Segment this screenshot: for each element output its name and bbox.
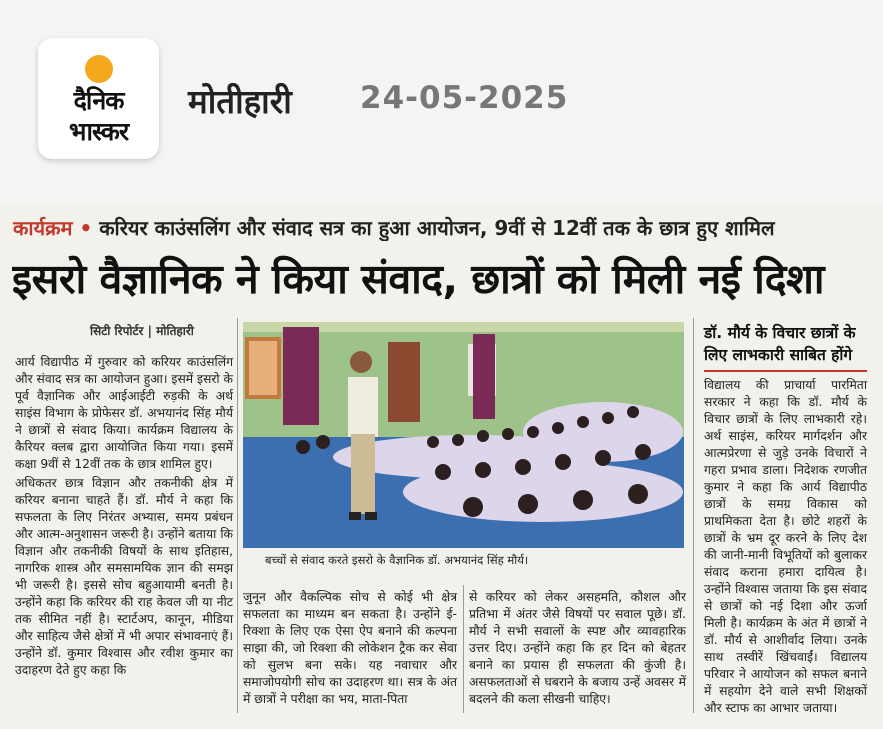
article-headline: इसरो वैज्ञानिक ने किया संवाद, छात्रों को मिली नई दिशा <box>12 255 825 303</box>
photo-caption: बच्चों से संवाद करते इसरो के वैज्ञानिक डॉ. अभयानंद सिंह मौर्य। <box>265 553 529 567</box>
byline: सिटी रिपोर्टर | मोतिहारी <box>90 324 194 338</box>
article-photo <box>243 322 684 548</box>
article-column-3 <box>469 589 686 710</box>
article-column-1 <box>15 354 233 681</box>
logo-text-line2: भास्कर <box>68 117 129 146</box>
article-kicker <box>13 214 875 241</box>
column-divider <box>693 318 694 713</box>
edition-date: 24-05-2025 <box>360 80 569 116</box>
sidebar-divider <box>704 370 867 372</box>
sidebar-headline: डॉ. मौर्य के विचार छात्रों के लिए लाभकारी साबित होंगे <box>704 324 856 364</box>
column-divider <box>237 318 238 713</box>
newspaper-logo <box>38 38 159 159</box>
article-column-2 <box>243 589 457 710</box>
paragraph: अधिकतर छात्र विज्ञान और तकनीकी क्षेत्र में करियर बनाना चाहते हैं। डॉ. मौर्य ने कहा कि सफलता के लिए निरंतर अभ्यास, समय प्रबंधन और आत्म-अनुशासन जरूरी है। उन्होंने बताया कि विज्ञान और तकनीकी विषयों के साथ इतिहास, नागरिक शास्त्र और समसामयिक ज्ञान की समझ भी जरूरी है। इससे सोच बहुआयामी बनती है। उन्होंने कहा कि करियर की राह केवल जी या नीट तक सीमित नहीं है। स्टार्टअप, कानून, मीडिया और साहित्य जैसे क्षेत्रों में भी अपार संभावनाएं हैं। उन्होंने डॉ. कुमार विश्वास और रवीश कुमार का उदाहरण देते हुए कहा कि <box>15 476 233 677</box>
kicker-text: करियर काउंसलिंग और संवाद सत्र का हुआ आयोजन, 9वीं से 12वीं तक के छात्र हुए शामिल <box>99 216 775 240</box>
column-divider <box>463 585 464 713</box>
paragraph: से करियर को लेकर असहमति, कौशल और प्रतिभा में अंतर जैसे विषयों पर सवाल पूछे। डॉ. मौर्य ने सभी सवालों के स्पष्ट और व्यावहारिक उत्तर दिए। उन्होंने कहा कि हर दिन को बेहतर बनाने का प्रयास ही सफलता की कुंजी है। असफलताओं से घबराने के बजाय उन्हें अवसर में बदलने की कला सीखनी चाहिए। <box>469 590 686 706</box>
paragraph: आर्य विद्यापीठ में गुरुवार को करियर काउंसलिंग और संवाद सत्र का आयोजन हुआ। इसमें इसरो के पूर्व वैज्ञानिक और आईआईटी रुड़की के अर्थ साइंस विभाग के प्रोफेसर डॉ. अभयानंद सिंह मौर्य ने छात्रों से संवाद किया। कार्यक्रम विद्यालय के कैरियर क्लब द्वारा आयोजित किया गया। इसमें कक्षा 9वीं से 12वीं तक के छात्र शामिल हुए। <box>15 355 233 471</box>
bullet-icon: • <box>79 216 100 240</box>
sidebar-column <box>704 377 867 719</box>
paragraph: विद्यालय की प्राचार्या पारमिता सरकार ने कहा कि डॉ. मौर्य के विचार छात्रों के लिए लाभकारी रहे। अर्थ साइंस, करियर मार्गदर्शन और आत्मप्रेरणा से जुड़े उनके विचारों ने गहरा प्रभाव डाला। निदेशक रणजीत कुमार ने कहा कि आर्य विद्यापीठ छात्रों के समग्र विकास को प्राथमिकता देता है। छोटे शहरों के छात्रों के भ्रम दूर करने के लिए देश की जानी-मानी विभूतियों को बुलाकर संवाद कराना हमारा दायित्व है। उन्होंने विश्वास जताया कि इस संवाद से छात्रों को नई दिशा और ऊर्जा मिली है। कार्यक्रम के अंत में छात्रों ने डॉ. मौर्य से आशीर्वाद लिया। उनके साथ तस्वीरें खिंचवाईं। विद्यालय परिवार ने आयोजन को सफल बनाने में सहयोग देने वाले सभी शिक्षकों और स्टाफ का आभार जताया। <box>704 378 867 715</box>
edition-name: मोतीहारी <box>188 82 292 121</box>
sun-icon <box>85 55 113 83</box>
paragraph: जुनून और वैकल्पिक सोच से कोई भी क्षेत्र सफलता का माध्यम बन सकता है। उन्होंने ई-रिक्शा के लिए एक ऐसा ऐप बनाने की कल्पना साझा की, जो रिक्शा की लोकेशन ट्रैक कर सेवा को सुलभ बना सके। यह नवाचार और समाजोपयोगी सोच का उदाहरण था। सत्र के अंत में छात्रों ने परीक्षा का भय, माता-पिता <box>243 590 457 706</box>
kicker-tag: कार्यक्रम <box>13 216 73 240</box>
logo-text-line1: दैनिक <box>73 86 124 115</box>
classroom-photo-illustration <box>243 322 684 548</box>
